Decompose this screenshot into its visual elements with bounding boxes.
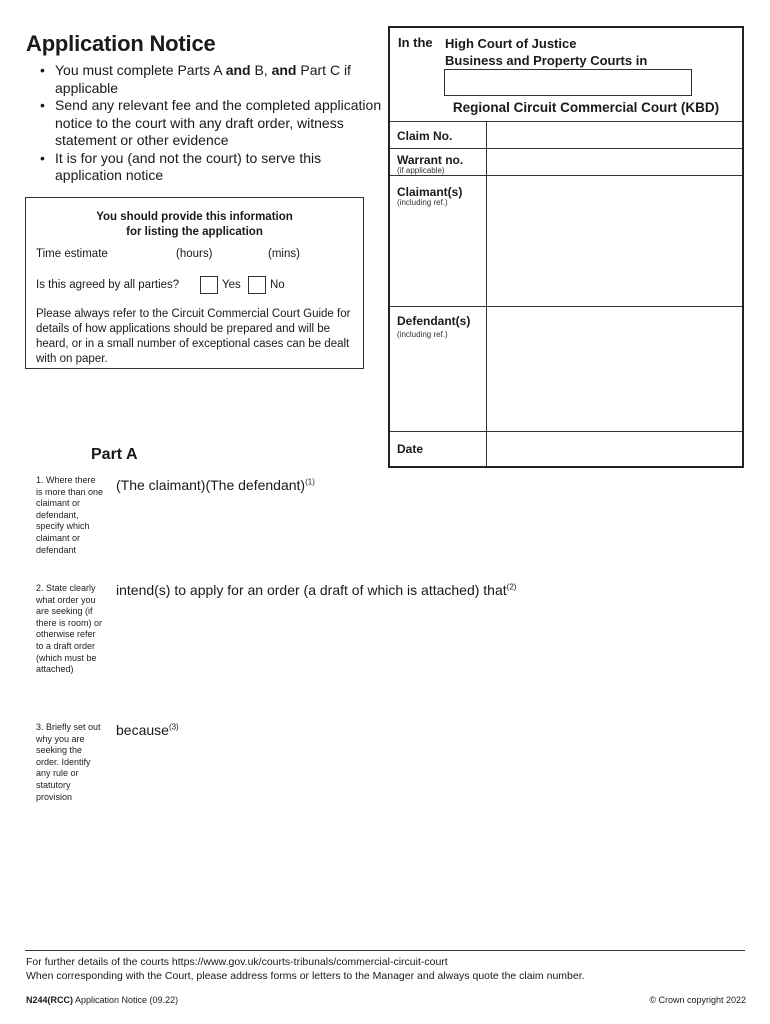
in-the-label: In the: [398, 35, 433, 50]
claimant-input[interactable]: [487, 176, 742, 306]
column-divider: [486, 121, 487, 466]
claim-no-label: Claim No.: [397, 129, 453, 143]
time-estimate-row: [36, 248, 356, 263]
agreed-label: Is this agreed by all parties?: [36, 279, 180, 291]
yes-checkbox[interactable]: [200, 276, 218, 294]
mins-label: (mins): [268, 248, 300, 260]
instruction-text: You must complete Parts A: [55, 62, 226, 78]
footer-divider: [25, 950, 745, 951]
defendant-sub: (including ref.): [397, 330, 448, 339]
defendant-label: Defendant(s): [397, 314, 471, 328]
footer-correspondence-info: When corresponding with the Court, please address forms or letters to the Manager and always quote the claim number.: [26, 970, 585, 982]
part-a-heading: Part A: [91, 446, 138, 463]
regional-court-name: Regional Circuit Commercial Court (KBD): [452, 100, 720, 115]
court-guide-note: Please always refer to the Circuit Commercial Court Guide for details of how applications should be prepared and will be heard, or in a small number of exceptional cases can be dealt with on paper.: [36, 308, 351, 365]
court-name-line: High Court of Justice: [445, 36, 577, 51]
instruction-list: [38, 62, 383, 185]
q1-note: 1. Where there is more than one claimant or defendant, specify which claimant or defendant: [36, 475, 104, 555]
court-location-input[interactable]: [444, 69, 692, 96]
warrant-no-label: Warrant no.: [397, 153, 464, 167]
instruction-text: B,: [250, 62, 272, 78]
listing-title-line: for listing the application: [126, 225, 263, 238]
yes-label: Yes: [222, 279, 241, 291]
no-label: No: [270, 279, 285, 291]
warrant-no-input[interactable]: [487, 149, 742, 175]
q2-answer-input[interactable]: [116, 601, 744, 713]
form-name: Application Notice (09.22): [73, 995, 179, 1005]
instruction-emphasis: and: [271, 62, 297, 78]
mins-input[interactable]: [231, 248, 267, 263]
court-name: [445, 35, 647, 69]
q2-text: intend(s) to apply for an order (a draft of which is attached) that: [116, 582, 507, 598]
q3-text: because: [116, 722, 169, 738]
date-label: Date: [397, 442, 424, 456]
q2-note: 2. State clearly what order you are seeking (if there is room) or otherwise refer to a draft order (which must be attached): [36, 583, 103, 675]
copyright: © Crown copyright 2022: [649, 995, 746, 1005]
instruction-item: [38, 62, 383, 97]
time-estimate-label: Time estimate: [36, 248, 108, 260]
form-identifier: [26, 995, 178, 1005]
q3-statement: [116, 722, 179, 738]
footer-courts-info: For further details of the courts https://www.gov.uk/courts-tribunals/commercial-circuit-court: [26, 956, 448, 968]
q1-footnote-ref: (1): [305, 477, 315, 487]
instruction-emphasis: and: [225, 62, 251, 78]
form-code: N244(RCC): [26, 995, 74, 1005]
no-checkbox[interactable]: [248, 276, 266, 294]
warrant-no-sub: (if applicable): [397, 166, 445, 175]
court-name-line: Business and Property Courts in: [445, 53, 648, 68]
court-info-box: [388, 26, 744, 468]
hours-label: (hours): [176, 248, 213, 260]
date-input[interactable]: [487, 432, 742, 466]
agreed-row: [36, 276, 356, 296]
claim-no-input[interactable]: [487, 122, 742, 148]
page-title: Application Notice: [26, 31, 216, 56]
listing-info-title: [26, 210, 363, 239]
listing-title-line: You should provide this information: [96, 211, 293, 223]
instruction-item: • It is for you (and not the court) to serve this application notice: [38, 150, 383, 185]
q2-footnote-ref: (2): [506, 582, 517, 592]
q1-answer-input[interactable]: [116, 496, 744, 576]
defendant-input[interactable]: [487, 307, 742, 431]
listing-info-box: [25, 197, 364, 369]
q1-text: (The claimant)(The defendant): [116, 477, 306, 493]
q3-footnote-ref: (3): [168, 722, 179, 732]
claimant-sub: (including ref.): [397, 198, 448, 207]
claimant-label: Claimant(s): [397, 185, 463, 199]
q1-statement: [116, 477, 315, 493]
q2-statement: [116, 582, 516, 598]
q3-note: 3. Briefly set out why you are seeking the order. Identify any rule or statutory provision: [36, 722, 101, 802]
instruction-item: • Send any relevant fee and the completed application notice to the court with any draft order, witness statement or other evidence: [38, 97, 383, 150]
instruction-text: Part C if applicable: [55, 62, 351, 96]
q3-answer-input[interactable]: [116, 741, 744, 941]
